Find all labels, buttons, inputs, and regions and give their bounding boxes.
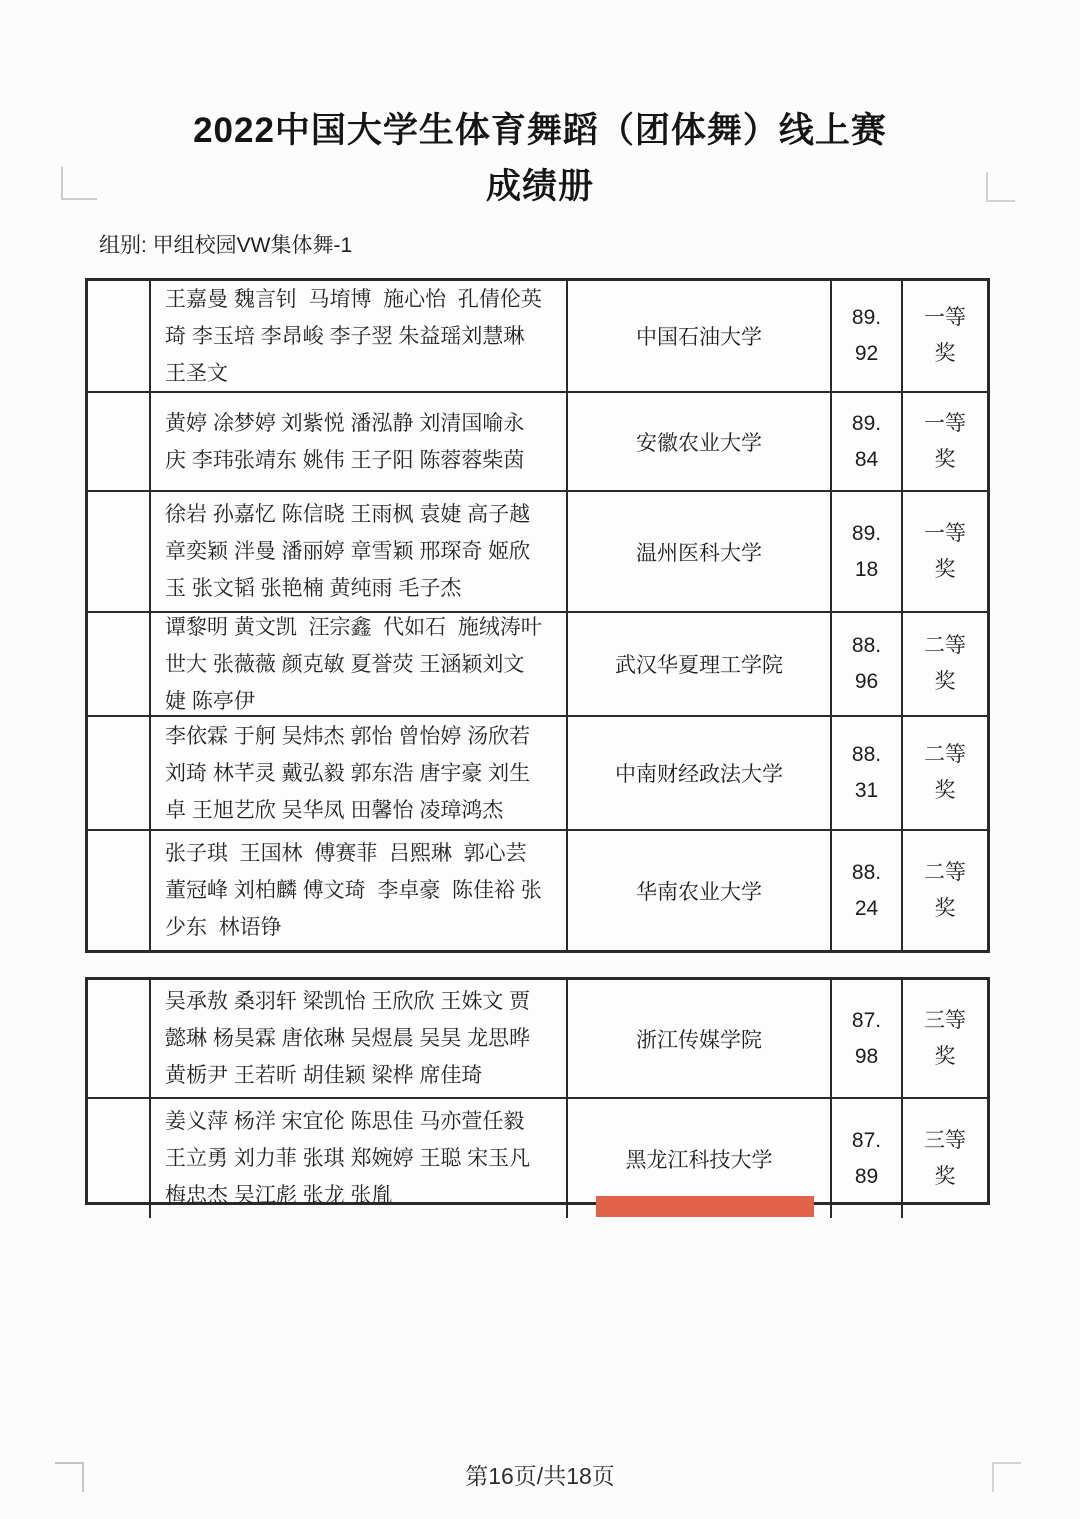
highlight-bar (596, 1196, 814, 1217)
award-cell: 一等奖 (924, 306, 966, 365)
score-cell: 89.92 (832, 281, 903, 391)
names-cell: 黄婷 凃梦婷 刘紫悦 潘泓静 刘清国喻永庆 李玮张靖东 姚伟 王子阳 陈蓉蓉柴茵 (151, 393, 568, 490)
table-row (88, 281, 987, 393)
award-cell: 二等奖 (924, 860, 966, 920)
table-row (88, 492, 987, 613)
score-cell: 89.18 (832, 492, 903, 611)
names-cell: 徐岩 孙嘉忆 陈信晓 王雨枫 袁婕 高子越章奕颖 泮曼 潘丽婷 章雪颖 邢琛奇 姬欣玉 张文韬 张艳楠 黄纯雨 毛子杰 (151, 492, 568, 611)
results-table-bottom (85, 977, 990, 1205)
names-cell: 李依霖 于舸 吴炜杰 郭怡 曾怡婷 汤欣若刘琦 林芊灵 戴弘毅 郭东浩 唐宇豪 刘生卓 王旭艺欣 吴华凤 田馨怡 凌璋鸿杰 (151, 717, 568, 829)
names-cell: 吴承敖 桑羽轩 梁凯怡 王欣欣 王姝文 贾懿琳 杨昊霖 唐依琳 吴煜晨 吴昊 龙思晔 黄栃尹 王若昕 胡佳颖 梁桦 席佳琦 (151, 980, 568, 1097)
score-cell: 89.84 (832, 393, 903, 490)
group-label: 组别: 甲组校园VW集体舞-1 (99, 234, 353, 257)
table-row (88, 980, 987, 1099)
names-cell: 姜义萍 杨洋 宋宜伦 陈思佳 马亦萱任毅 王立勇 刘力菲 张琪 郑婉婷 王聪 宋玉凡 梅忠杰 吴江彪 张龙 张胤 (151, 1099, 568, 1218)
results-table-top (85, 278, 990, 953)
award-cell: 二等奖 (924, 634, 966, 693)
table-row (88, 1099, 987, 1218)
page-title-line-1: 2022中国大学生体育舞蹈（团体舞）线上赛 (193, 111, 887, 150)
table-row (88, 393, 987, 492)
school-cell: 武汉华夏理工学院 (568, 613, 832, 715)
blank-cell (88, 717, 151, 829)
score-cell: 88.96 (832, 613, 903, 715)
score-cell: 87.89 (832, 1099, 903, 1218)
page-title (0, 103, 1080, 215)
page-indicator: 第16页/共18页 (465, 1463, 615, 1489)
award-cell: 一等奖 (924, 411, 966, 471)
table-row (88, 613, 987, 717)
score-cell: 87.98 (832, 980, 903, 1097)
table-row (88, 831, 987, 950)
blank-cell (88, 492, 151, 611)
score-cell: 88.24 (832, 831, 903, 950)
table-row (88, 717, 987, 831)
school-name: 黑龙江科技大学 (625, 1148, 773, 1172)
school-cell: 温州医科大学 (568, 492, 832, 611)
blank-cell (88, 393, 151, 490)
award-cell: 二等奖 (924, 743, 966, 802)
award-cell: 一等奖 (924, 521, 966, 581)
blank-cell (88, 1099, 151, 1218)
award-cell: 三等奖 (924, 1008, 966, 1068)
school-cell: 浙江传媒学院 (568, 980, 832, 1097)
school-cell: 华南农业大学 (568, 831, 832, 950)
school-cell: 中国石油大学 (568, 281, 832, 391)
blank-cell (88, 980, 151, 1097)
blank-cell (88, 281, 151, 391)
school-cell: 安徽农业大学 (568, 393, 832, 490)
names-cell: 谭黎明 黄文凯 汪宗鑫 代如石 施绒涛叶世大 张薇薇 颜克敏 夏誉荧 王涵颖刘文婕 陈亭伊 (151, 613, 568, 715)
names-cell: 张子琪 王国林 傅赛菲 吕熙琳 郭心芸董冠峰 刘柏麟 傅文琦 李卓豪 陈佳裕 张少东 林语铮 (151, 831, 568, 950)
blank-cell (88, 831, 151, 950)
names-cell: 王嘉曼 魏言钊 马堉博 施心怡 孔倩伦英琦 李玉培 李昂峻 李子翌 朱益瑶刘慧琳 王圣文 (151, 281, 568, 391)
award-cell: 三等奖 (924, 1128, 966, 1188)
school-cell (568, 1099, 832, 1218)
score-cell: 88.31 (832, 717, 903, 829)
school-cell: 中南财经政法大学 (568, 717, 832, 829)
blank-cell (88, 613, 151, 715)
page-title-line-2: 成绩册 (485, 167, 594, 206)
